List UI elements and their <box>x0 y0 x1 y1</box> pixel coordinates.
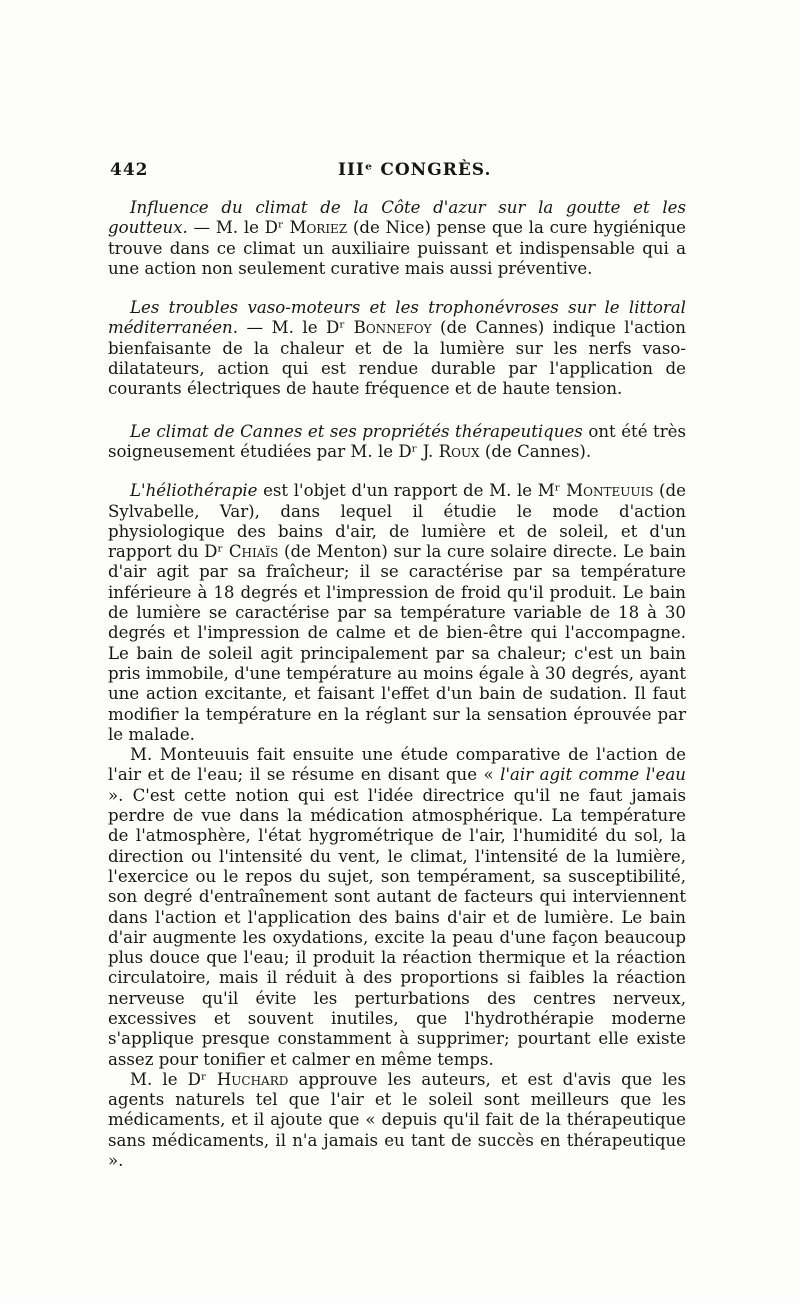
paragraph-huchard: M. le Dʳ Huchard approuve les auteurs, et est d'avis que les agents naturels tel que l'air et le soleil sont meilleurs que les médicaments, et il ajoute que « depuis qu'il fait de la thérapeutique sans médicaments, il n'a jamais eu tant de succès en thérapeutique ». <box>108 1069 686 1171</box>
quotation: l'air agit comme l'eau <box>500 765 686 785</box>
author-name: Bonnefoy <box>353 318 432 338</box>
section-title: Influence du climat de la Côte d'azur sur la goutte et les goutteux. <box>108 198 686 238</box>
section-title: Les troubles vaso-moteurs et les trophonévroses sur le littoral méditerranéen. <box>108 298 686 338</box>
paragraph-monteuuis-air-eau: M. Monteuuis fait ensuite une étude comparative de l'action de l'air et de l'eau; il se résume en disant que « l'air agit comme l'eau ». C'est cette notion qui est l'idée directrice qu'il ne faut jamais perdre de vue dans la médication atmosphérique. La température de l'atmosphère, l'état hygrométrique de l'air, l'humidité du sol, la direction ou l'intensité du vent, le climat, l'intensité de la lumière, l'exercice ou le repos du sujet, son tempérament, sa susceptibilité, son degré d'entraînement sont autant de facteurs qui interviennent dans l'action et l'application des bains d'air et de lumière. Le bain d'air augmente les oxydations, excite la peau d'une façon beaucoup plus douce que l'eau; il produit la réaction thermique et la réaction circulatoire, mais il réduit à des proportions si faibles la réaction nerveuse qu'il évite les perturbations des centres nerveux, excessives et souvent inutiles, que l'hydrothérapie moderne s'applique presque constamment à supprimer; pourtant elle existe assez pour tonifier et calmer en même temps. <box>108 745 686 1069</box>
paragraph-heliotherapie: L'héliothérapie est l'objet d'un rapport de M. le Mʳ Monteuuis (de Sylvabelle, Var), dans lequel il étudie le mode d'action physiologique des bains d'air, de lumière et de soleil, et d'un rapport du Dʳ Chiaïs (de Menton) sur la cure solaire directe. Le bain d'air agit par sa fraîcheur; il se caractérise par sa température inférieure à 18 degrés et l'impression de froid qu'il produit. Le bain de lumière se caractérise par sa température variable de 18 à 30 degrés et l'impression de calme et de bien-être qui l'accompagne. Le bain de soleil agit principalement par sa chaleur; c'est un bain pris immobile, d'une température au moins égale à 30 degrés, ayant une action excitante, et faisant l'effet d'un bain de sudation. Il faut modifier la température en la réglant sur la sensation éprouvée par le malade. <box>108 481 686 744</box>
author-name: Monteuuis <box>566 481 654 501</box>
author-name: Moriez <box>289 218 348 238</box>
author-name: Roux <box>438 441 480 461</box>
paragraph-climat-cannes: Le climat de Cannes et ses propriétés thérapeutiques ont été très soigneusement étudiées par M. le Dʳ J. Roux (de Cannes). <box>108 421 686 461</box>
body-text <box>108 198 686 1171</box>
section-lead: L'héliothérapie <box>130 481 258 501</box>
page-number: 442 <box>110 160 149 180</box>
author-name: Chiaïs <box>228 542 279 562</box>
paragraph-troubles-vasomoteurs: Les troubles vaso-moteurs et les trophonévroses sur le littoral méditerranéen. — M. le Dʳ Bonnefoy (de Cannes) indique l'action bienfaisante de la chaleur et de la lumière sur les nerfs vaso-dilatateurs, action qui est rendue durable par l'application de courants électriques de haute fréquence et de haute tension. <box>108 298 686 399</box>
paragraph-climat-goutte: Influence du climat de la Côte d'azur sur la goutte et les goutteux. — M. le Dʳ Moriez (de Nice) pense que la cure hygiénique trouve dans ce climat un auxiliaire puissant et indispensable qui a une action non seulement curative mais aussi préventive. <box>108 198 686 278</box>
section-title: Le climat de Cannes et ses propriétés thérapeutiques <box>130 421 583 441</box>
running-header <box>110 160 700 184</box>
running-title: IIIᵉ CONGRÈS. <box>338 160 492 180</box>
author-name: Huchard <box>216 1069 289 1089</box>
